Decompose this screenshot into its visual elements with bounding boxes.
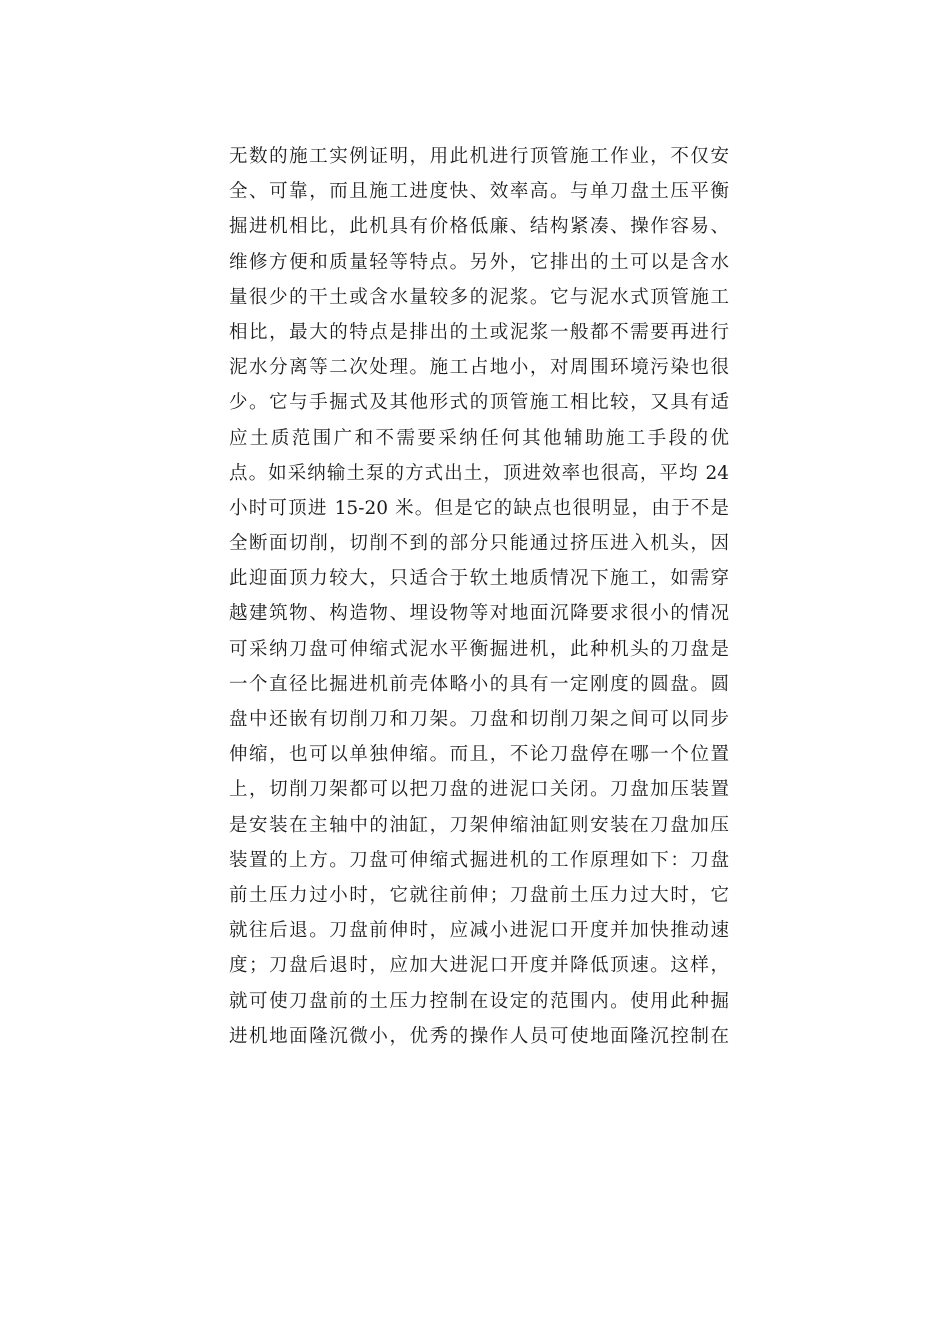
text-line: 装置的上方。刀盘可伸缩式掘进机的工作原理如下：刀盘 [229,849,729,871]
text-line: 上，切削刀架都可以把刀盘的进泥口关闭。刀盘加压装置 [229,779,729,801]
text-line: 掘进机相比，此机具有价格低廉、结构紧凑、操作容易、 [229,216,729,238]
text-line: 进机地面隆沉微小，优秀的操作人员可使地面隆沉控制在 [229,1025,729,1047]
body-paragraph [229,139,729,1054]
text-line: 伸缩，也可以单独伸缩。而且，不论刀盘停在哪一个位置 [229,744,729,766]
text-line: 是安装在主轴中的油缸，刀架伸缩油缸则安装在刀盘加压 [229,814,729,836]
text-line: 少。它与手掘式及其他形式的顶管施工相比较，又具有适 [229,392,729,414]
text-line: 越建筑物、构造物、埋设物等对地面沉降要求很小的情况 [229,603,729,625]
text-line: 泥水分离等二次处理。施工占地小，对周围环境污染也很 [229,357,729,379]
text-line: 度；刀盘后退时，应加大进泥口开度并降低顶速。这样， [229,955,729,977]
text-line: 点。如采纳输土泵的方式出土，顶进效率也很高，平均 24 [229,462,729,484]
text-line: 无数的施工实例证明，用此机进行顶管施工作业，不仅安 [229,146,729,167]
text-line: 就可使刀盘前的土压力控制在设定的范围内。使用此种掘 [229,990,729,1012]
text-line: 前土压力过小时，它就往前伸；刀盘前土压力过大时，它 [229,884,729,906]
text-line: 盘中还嵌有切削刀和刀架。刀盘和切削刀架之间可以同步 [229,709,729,730]
text-line: 一个直径比掘进机前壳体略小的具有一定刚度的圆盘。圆 [229,673,729,695]
text-line: 就往后退。刀盘前伸时，应减小进泥口开度并加快推动速 [229,920,729,942]
text-line: 全、可靠，而且施工进度快、效率高。与单刀盘土压平衡 [229,181,729,203]
text-line: 相比，最大的特点是排出的土或泥浆一般都不需要再进行 [229,321,729,343]
text-line: 应土质范围广和不需要采纳任何其他辅助施工手段的优 [229,427,729,449]
text-line: 可采纳刀盘可伸缩式泥水平衡掘进机，此种机头的刀盘是 [229,638,729,660]
text-line: 量很少的干土或含水量较多的泥浆。它与泥水式顶管施工 [229,286,729,308]
text-line: 小时可顶进 15-20 米。但是它的缺点也很明显，由于不是 [229,497,729,519]
text-line: 维修方便和质量轻等特点。另外，它排出的土可以是含水 [229,251,729,273]
text-line: 全断面切削，切削不到的部分只能通过挤压进入机头，因 [229,533,729,555]
text-line: 此迎面顶力较大，只适合于软土地质情况下施工，如需穿 [229,568,729,590]
